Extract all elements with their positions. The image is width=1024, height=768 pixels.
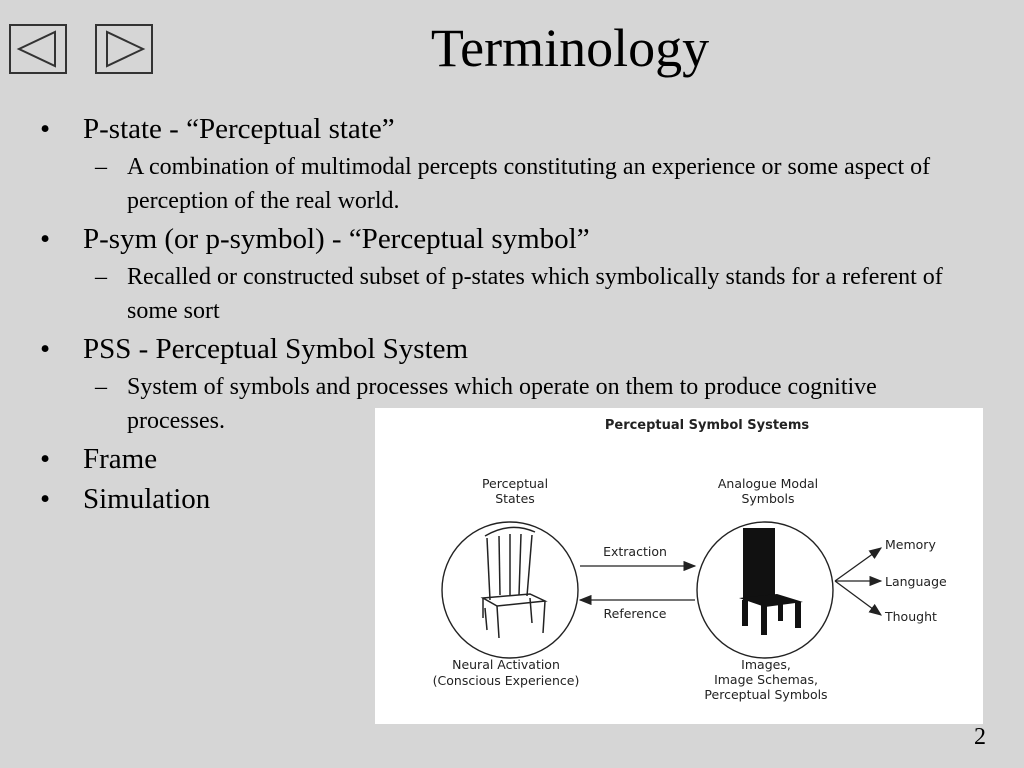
extraction-label: Extraction bbox=[603, 544, 667, 559]
right-caption-line-1: Images, bbox=[741, 657, 791, 672]
bullet-text: Simulation bbox=[83, 483, 211, 515]
sub-bullet-item bbox=[40, 260, 980, 328]
right-label-line-2: Symbols bbox=[741, 491, 795, 506]
right-caption-line-2: Image Schemas, bbox=[714, 672, 818, 687]
chair-outline-icon bbox=[483, 527, 545, 638]
bullet-item bbox=[40, 110, 980, 148]
right-label-line-1: Analogue Modal bbox=[717, 476, 819, 491]
bullet-marker: • bbox=[40, 113, 51, 145]
left-caption-line-1: Neural Activation bbox=[452, 657, 560, 672]
sub-bullet-text: Recalled or constructed subset of p-states which symbolically stands for a referent of some sort bbox=[127, 264, 943, 324]
sub-bullet-item bbox=[40, 150, 980, 218]
sub-bullet-marker: – bbox=[95, 154, 107, 180]
bullet-text: P-sym (or p-symbol) - “Perceptual symbol” bbox=[83, 223, 590, 255]
right-caption-line-3: Perceptual Symbols bbox=[704, 687, 828, 702]
previous-slide-button[interactable] bbox=[9, 24, 67, 74]
bullet-marker: • bbox=[40, 223, 51, 255]
output-thought: Thought bbox=[885, 609, 937, 624]
figure-title: Perceptual Symbol Systems bbox=[604, 418, 810, 433]
reference-label: Reference bbox=[603, 606, 667, 621]
sub-bullet-marker: – bbox=[95, 374, 107, 400]
memory-arrow bbox=[835, 548, 881, 581]
output-language: Language bbox=[885, 574, 947, 589]
next-slide-button[interactable] bbox=[95, 24, 153, 74]
left-label-line-1: Perceptual bbox=[481, 476, 549, 491]
left-caption-line-2: (Conscious Experience) bbox=[432, 673, 580, 688]
sub-bullet-text: A combination of multimodal percepts constituting an experience or some aspect of perception of the real world. bbox=[127, 154, 931, 214]
bullet-text: Frame bbox=[83, 443, 158, 475]
bullet-text: P-state - “Perceptual state” bbox=[83, 113, 395, 145]
triangle-left-icon bbox=[11, 26, 65, 72]
thought-arrow bbox=[835, 581, 881, 615]
sub-bullet-marker: – bbox=[95, 264, 107, 290]
bullet-marker: • bbox=[40, 333, 51, 365]
bullet-marker: • bbox=[40, 483, 51, 515]
perceptual-symbol-systems-figure bbox=[375, 408, 983, 724]
bullet-marker: • bbox=[40, 443, 51, 475]
page-number: 2 bbox=[974, 724, 986, 750]
slide-title: Terminology bbox=[430, 18, 710, 78]
left-label-line-2: States bbox=[495, 491, 535, 506]
bullet-item bbox=[40, 220, 980, 258]
bullet-text: PSS - Perceptual Symbol System bbox=[83, 333, 469, 365]
output-memory: Memory bbox=[885, 537, 936, 552]
sub-bullet-text: System of symbols and processes which operate on them to produce cognitive processes. bbox=[127, 374, 877, 434]
chair-symbol-icon bbox=[739, 528, 803, 635]
triangle-right-icon bbox=[97, 26, 151, 72]
bullet-item bbox=[40, 330, 980, 368]
